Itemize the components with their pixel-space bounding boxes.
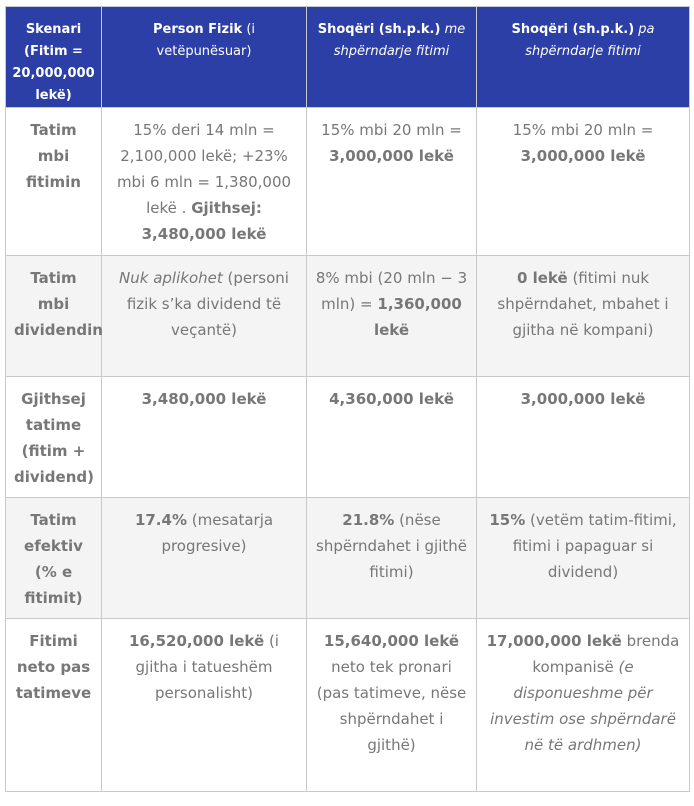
cell-without-distribution: 15% (vetëm tatim-fitimi, fitimi i papaguar si dividend) bbox=[477, 498, 690, 619]
row-label: Tatim mbi dividendin bbox=[6, 256, 102, 377]
row-label: Tatim mbi fitimin bbox=[6, 108, 102, 256]
row-label: Fitimi neto pas tatimeve bbox=[6, 619, 102, 792]
row-label: Gjithsej tatime (fitim + dividend) bbox=[6, 377, 102, 498]
cell-person: 17.4% (mesatarja progresive) bbox=[102, 498, 307, 619]
header-person-fizik: Person Fizik (i vetëpunësuar) bbox=[102, 7, 307, 108]
header-scenario: Skenari (Fitim = 20,000,000 lekë) bbox=[6, 7, 102, 108]
header-shpk-with-distribution: Shoqëri (sh.p.k.) me shpërndarje fitimi bbox=[307, 7, 477, 108]
cell-with-distribution: 15% mbi 20 mln = 3,000,000 lekë bbox=[307, 108, 477, 256]
cell-with-distribution: 4,360,000 lekë bbox=[307, 377, 477, 498]
cell-person: 16,520,000 lekë (i gjitha i tatueshëm personalisht) bbox=[102, 619, 307, 792]
cell-person: 3,480,000 lekë bbox=[102, 377, 307, 498]
cell-without-distribution: 0 lekë (fitimi nuk shpërndahet, mbahet i gjitha në kompani) bbox=[477, 256, 690, 377]
cell-without-distribution: 3,000,000 lekë bbox=[477, 377, 690, 498]
table-row bbox=[6, 498, 690, 619]
table-row bbox=[6, 377, 690, 498]
cell-without-distribution: 17,000,000 lekë brenda kompanisë (e disponueshme për investim ose shpërndarë në të ardhmen) bbox=[477, 619, 690, 792]
table-row bbox=[6, 256, 690, 377]
cell-person: 15% deri 14 mln = 2,100,000 lekë; +23% mbi 6 mln = 1,380,000 lekë . Gjithsej: 3,480,000 lekë bbox=[102, 108, 307, 256]
table-row bbox=[6, 108, 690, 256]
header-row bbox=[6, 7, 690, 108]
cell-with-distribution: 15,640,000 lekë neto tek pronari (pas tatimeve, nëse shpërndahet i gjithë) bbox=[307, 619, 477, 792]
cell-with-distribution: 8% mbi (20 mln − 3 mln) = 1,360,000 lekë bbox=[307, 256, 477, 377]
cell-without-distribution: 15% mbi 20 mln = 3,000,000 lekë bbox=[477, 108, 690, 256]
cell-person: Nuk aplikohet (personi fizik s’ka dividend të veçantë) bbox=[102, 256, 307, 377]
row-label: Tatim efektiv (% e fitimit) bbox=[6, 498, 102, 619]
header-shpk-without-distribution: Shoqëri (sh.p.k.) pa shpërndarje fitimi bbox=[477, 7, 690, 108]
tax-comparison-table bbox=[5, 6, 690, 792]
cell-with-distribution: 21.8% (nëse shpërndahet i gjithë fitimi) bbox=[307, 498, 477, 619]
table-row bbox=[6, 619, 690, 792]
